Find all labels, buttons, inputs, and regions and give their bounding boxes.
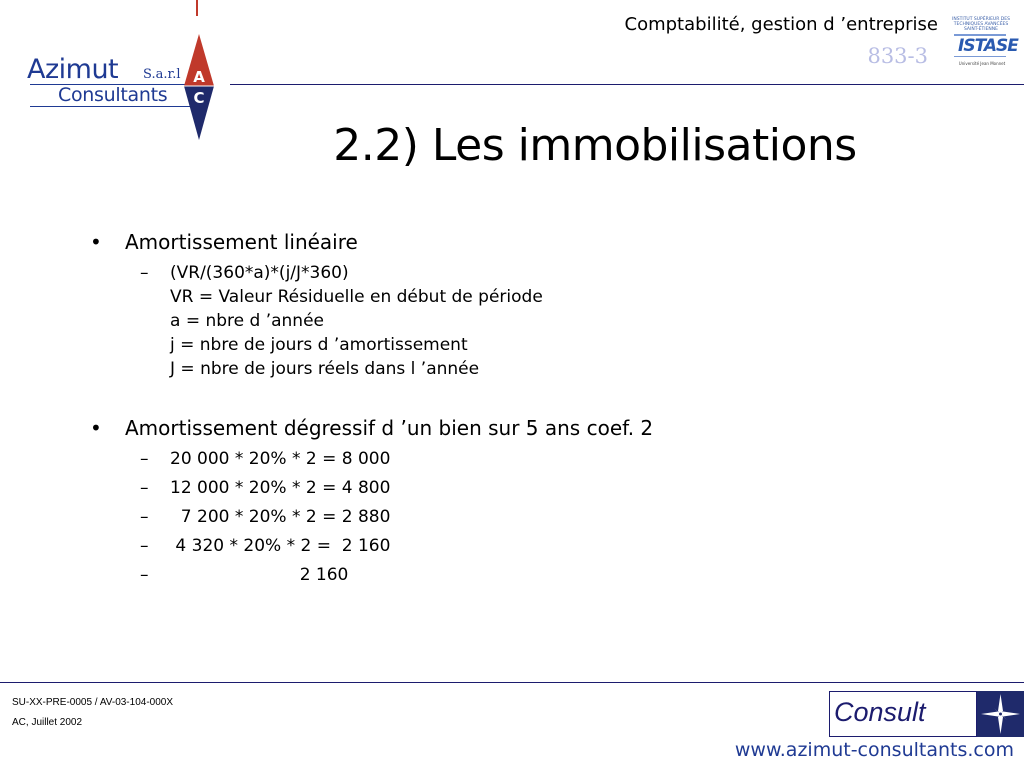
istase-name: ISTASE (958, 36, 1018, 56)
sub-item-marker: – (140, 449, 149, 469)
sub-item-marker: – (140, 263, 149, 283)
sub-item-marker: – (140, 478, 149, 498)
istase-institute-text: INSTITUT SUPÉRIEUR DES TECHNIQUES AVANCÉES SAINT-ÉTIENNE (952, 17, 1010, 32)
bullet-text: Amortissement linéaire (125, 230, 358, 254)
bullet-text: Amortissement dégressif d ’un bien sur 5 ans coef. 2 (125, 416, 654, 440)
logo-name-consultants: Consultants (58, 84, 168, 106)
bullet-marker: • (90, 230, 102, 254)
sub-item-marker: – (140, 536, 149, 556)
sub-item-text: 12 000 * 20% * 2 = 4 800 (170, 478, 391, 498)
istase-university-text: Université Jean Monnet (958, 61, 1006, 66)
bullet-marker: • (90, 416, 102, 440)
top-accent-line (196, 0, 198, 16)
slide-title: 2.2) Les immobilisations (333, 120, 857, 171)
sub-item-text: 7 200 * 20% * 2 = 2 880 (170, 507, 391, 527)
sub-item-text: 4 320 * 20% * 2 = 2 160 (170, 536, 391, 556)
document-date: AC, Juillet 2002 (12, 717, 83, 728)
logo-name-azimut: Azimut (27, 54, 119, 85)
compass-needle-icon (184, 34, 214, 140)
sub-item-marker: – (140, 565, 149, 585)
document-reference: SU-XX-PRE-0005 / AV-03-104-000X (12, 697, 174, 708)
sub-item-text: 2 160 (170, 565, 349, 585)
course-code: 833-3 (867, 44, 928, 68)
sub-item-text: (VR/(360*a)*(j/J*360) VR = Valeur Résiduelle en début de période a = nbre d ’année j = nbre de jours d ’amortissement J = nbre de jours réels dans l ’année (170, 263, 543, 379)
header-divider (230, 84, 1024, 85)
logo-badge-letter-a: A (193, 68, 205, 86)
footer-divider (0, 682, 1024, 683)
compass-rose-icon (977, 691, 1024, 737)
sub-item-text: 20 000 * 20% * 2 = 8 000 (170, 449, 391, 469)
logo-badge-letter-c: C (193, 89, 205, 107)
sub-item-marker: – (140, 507, 149, 527)
logo-rule-bottom (30, 106, 198, 107)
course-title: Comptabilité, gestion d ’entreprise (624, 14, 938, 35)
logo-legal-form: S.a.r.l (143, 67, 181, 82)
website-url: www.azimut-consultants.com (734, 739, 1014, 761)
consult-label: Consult (834, 697, 926, 727)
